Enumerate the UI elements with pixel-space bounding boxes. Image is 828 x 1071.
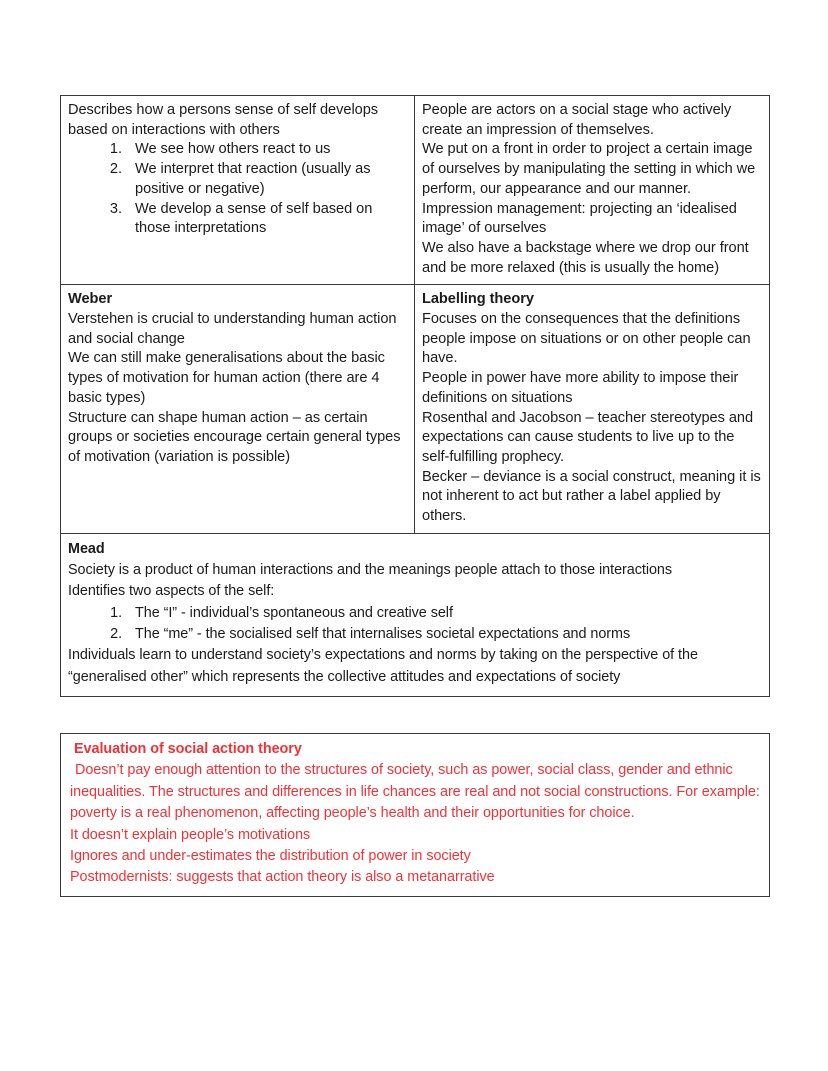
evaluation-paragraph: Doesn’t pay enough attention to the structures of society, such as power, social class, gender and ethnic inequalities. The structures and differences in life chances are real and not social constructions. For example: poverty is a real phenomenon, affecting people’s health and their opportunities for choice. <box>70 762 764 822</box>
table-row <box>61 96 769 285</box>
paragraph: Society is a product of human interactions and the meanings people attach to those interactions <box>68 562 673 579</box>
list-item: 2. We interpret that reaction (usually as positive or negative) <box>126 160 407 199</box>
paragraph: based on interactions with others <box>68 121 280 138</box>
paragraph: Focuses on the consequences that the definitions people impose on situations or on other people can have. <box>422 311 755 367</box>
paragraph: We put on a front in order to project a certain image of ourselves by manipulating the setting in which we perform, our appearance and our manner. <box>422 141 760 197</box>
table-row <box>61 534 769 696</box>
evaluation-paragraph: It doesn’t explain people’s motivations <box>70 826 311 843</box>
main-table <box>60 95 770 697</box>
evaluation-paragraph: Postmodernists: suggests that action theory is also a metanarrative <box>70 869 495 886</box>
paragraph: Structure can shape human action – as certain groups or societies encourage certain general types of motivation (variation is possible) <box>68 409 405 465</box>
evaluation-table <box>60 733 770 897</box>
cell-self-development <box>61 96 415 284</box>
paragraph: Verstehen is crucial to understanding human action and social change <box>68 311 401 347</box>
paragraph: Identifies two aspects of the self: <box>68 583 275 600</box>
paragraph: Becker – deviance is a social construct, meaning it is not inherent to act but rather a label applied by others. <box>422 468 765 525</box>
paragraph: People in power have more ability to impose their definitions on situations <box>422 370 743 406</box>
paragraph: We can still make generalisations about the basic types of motivation for human action (there are 4 basic types) <box>68 350 389 406</box>
evaluation-heading: Evaluation of social action theory <box>74 741 302 757</box>
paragraph: People are actors on a social stage who actively create an impression of themselves. <box>422 102 736 138</box>
paragraph: Individuals learn to understand society’s expectations and norms by taking on the perspective of the “generalised other” which represents the collective attitudes and expectations of society <box>68 647 702 685</box>
paragraph: We also have a backstage where we drop our front and be more relaxed (this is usually the home) <box>422 239 753 276</box>
list-item: 2. The “me” - the socialised self that internalises societal expectations and norms <box>126 624 762 645</box>
list-item: 1. The “I” - individual’s spontaneous and creative self <box>126 603 762 624</box>
cell-weber <box>61 285 415 532</box>
cell-heading-weber: Weber <box>68 291 113 308</box>
list-item: 1. We see how others react to us <box>126 140 407 160</box>
paragraph: Impression management: projecting an ‘idealised image’ of ourselves <box>422 200 741 237</box>
cell-heading-labelling-theory: Labelling theory <box>422 291 534 308</box>
cell-dramaturgy <box>415 96 769 284</box>
cell-mead <box>61 534 769 696</box>
table-row <box>61 285 769 533</box>
list-item: 3. We develop a sense of self based on those interpretations <box>126 200 407 239</box>
cell-heading-mead: Mead <box>68 540 105 557</box>
numbered-list <box>68 603 762 646</box>
paragraph: Describes how a persons sense of self develops <box>68 102 379 118</box>
evaluation-paragraph: Ignores and under-estimates the distribution of power in society <box>70 848 471 865</box>
cell-labelling-theory <box>415 285 769 532</box>
numbered-list <box>68 140 407 239</box>
paragraph: Rosenthal and Jacobson – teacher stereotypes and expectations can cause students to live up to the self-fulfilling prophecy. <box>422 409 758 465</box>
